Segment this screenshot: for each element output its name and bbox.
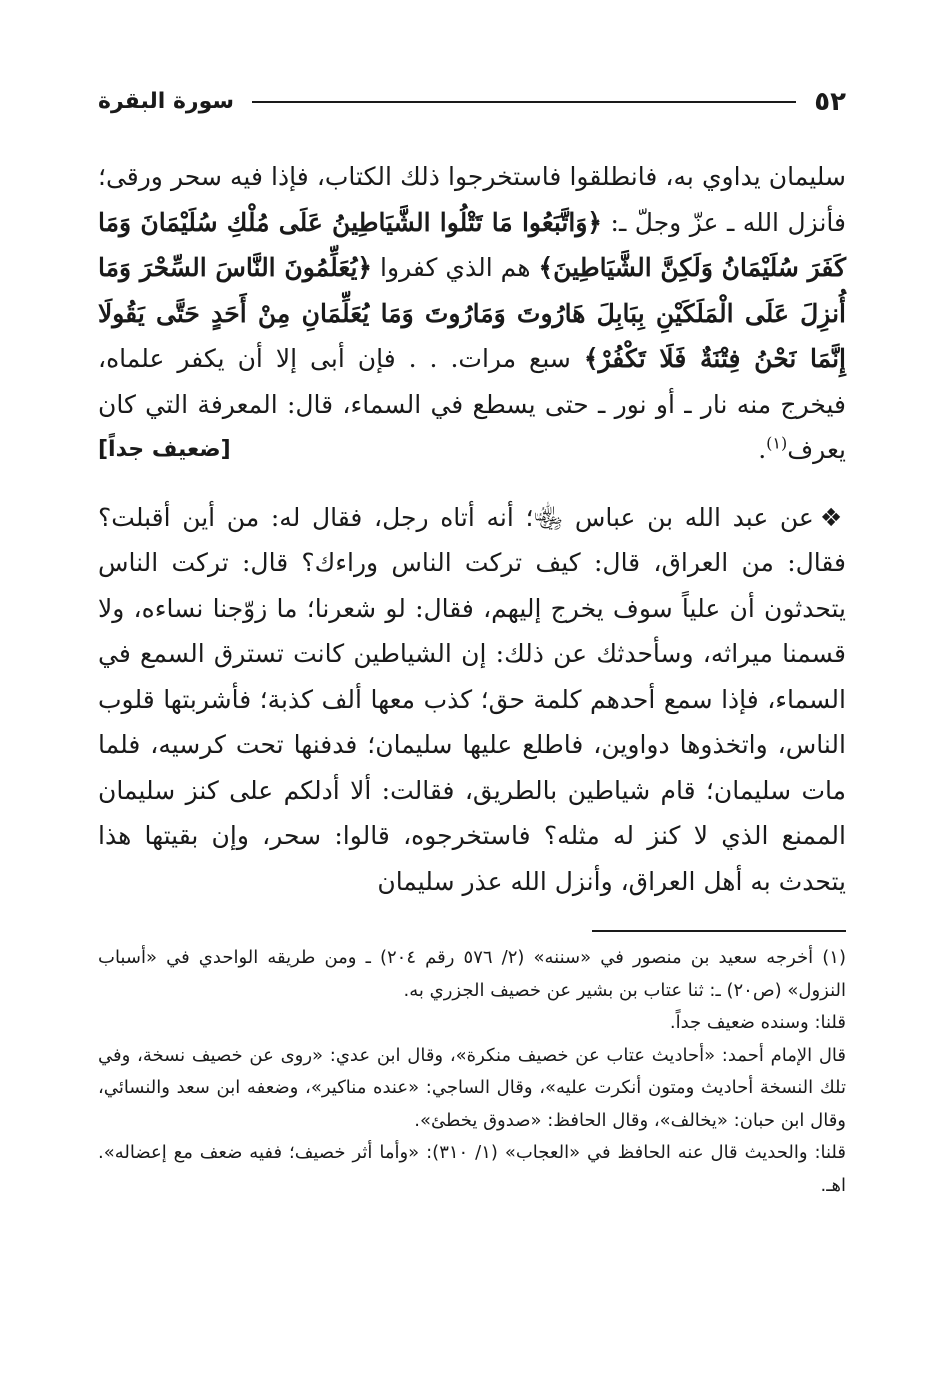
footnotes [98, 942, 846, 1202]
fleuron-bullet-icon: ❖ [819, 502, 846, 532]
paragraph-1 [98, 154, 846, 473]
footnote-reference[interactable]: (١) [766, 433, 788, 453]
paragraph-2-text: عن عبد الله بن عباس ﵄؛ أنه أتاه رجل، فقال له: من أين أقبلت؟ فقال: من العراق، قال: كيف تركت الناس وراءك؟ قال: تركت الناس يتحدثون أن علياً سوف يخرج إليهم، فقال: لو شعرنا؛ ما زوّجنا نساءه، ولا قسمنا ميراثه، وسأحدثك عن ذلك: إن الشياطين كانت تسترق السمع في السماء، فإذا سمع أحدهم كلمة حق؛ كذب معها ألف كذبة؛ فأشربتها قلوب الناس، واتخذوها دواوين، فاطلع عليها سليمان؛ فدفنها تحت كرسيه، فلما مات سليمان؛ قام شياطين بالطريق، فقالت: ألا أدلكم على كنز سليمان الممنع الذي لا كنز له مثله؟ فاستخرجوه، قالوا: سحر، وإن بقيتها هذا يتحدث به أهل العراق، وأنزل الله عذر سليمان [98, 502, 846, 896]
paragraph-1-text-a: سليمان يداوي به، فانطلقوا فاستخرجوا ذلك الكتاب، فإذا فيه سحر ورقى؛ فأنزل الله ـ عزّ وجلّ ـ: [98, 162, 846, 237]
footnote-rule [592, 930, 846, 932]
surah-title: سورة البقرة [98, 89, 235, 114]
book-page [98, 80, 846, 1340]
quran-verse-1: ﴿وَاتَّبَعُوا مَا تَتْلُوا الشَّيَاطِينُ عَلَى مُلْكِ سُلَيْمَانَ وَمَا كَفَرَ سُلَيْمَانُ وَلَكِنَّ الشَّيَاطِينَ﴾ [98, 207, 846, 282]
footnote-1-line-3: قال الإمام أحمد: «أحاديث عتاب عن خصيف منكرة»، وقال ابن عدي: «روى عن خصيف نسخة، وفي تلك النسخة أحاديث ومتون أنكرت عليه»، وقال الساجي: «عنده مناكير»، وضعفه ابن سعد والنسائي، وقال ابن حبان: «يخالف»، وقال الحافظ: «صدوق يخطئ». [98, 1044, 846, 1131]
main-text [98, 154, 846, 904]
page-header [98, 80, 846, 124]
page-number: ٥٢ [814, 87, 846, 117]
paragraph-2 [98, 495, 846, 905]
hadith-grade: [ضعيف جداً] [98, 437, 231, 462]
quran-verse-2: ﴿يُعَلِّمُونَ النَّاسَ السِّحْرَ وَمَا أُنزِلَ عَلَى الْمَلَكَيْنِ بِبَابِلَ هَارُوتَ وَمَارُوتَ وَمَا يُعَلِّمَانِ مِنْ أَحَدٍ حَتَّى يَقُولَا إِنَّمَا نَحْنُ فِتْنَةٌ فَلَا تَكْفُرْ﴾ [98, 253, 846, 373]
paragraph-1-text-c: سبع مرات. . . فإن أبى إلا أن يكفر علماه، فيخرج منه نار ـ أو نور ـ حتى يسطع في السماء، قال: المعرفة التي كان يعرف [98, 344, 846, 464]
footnote-1-line-4: قلنا: والحديث قال عنه الحافظ في «العجاب» (١/ ٣١٠): «وأما أثر خصيف؛ ففيه ضعف مع إعضاله». اهـ. [98, 1142, 846, 1196]
paragraph-1-text-d: . [758, 435, 767, 464]
footnote-1-line-2: قلنا: وسنده ضعيف جداً. [669, 1012, 846, 1033]
header-rule [252, 101, 796, 103]
paragraph-1-text-b: هم الذي كفروا [372, 253, 539, 282]
footnote-1-line-1: (١) أخرجه سعيد بن منصور في «سننه» (٢/ ٥٧٦ رقم ٢٠٤) ـ ومن طريقه الواحدي في «أسباب النزول» (ص٢٠) ـ: ثنا عتاب بن بشير عن خصيف الجزري به. [98, 947, 846, 1001]
